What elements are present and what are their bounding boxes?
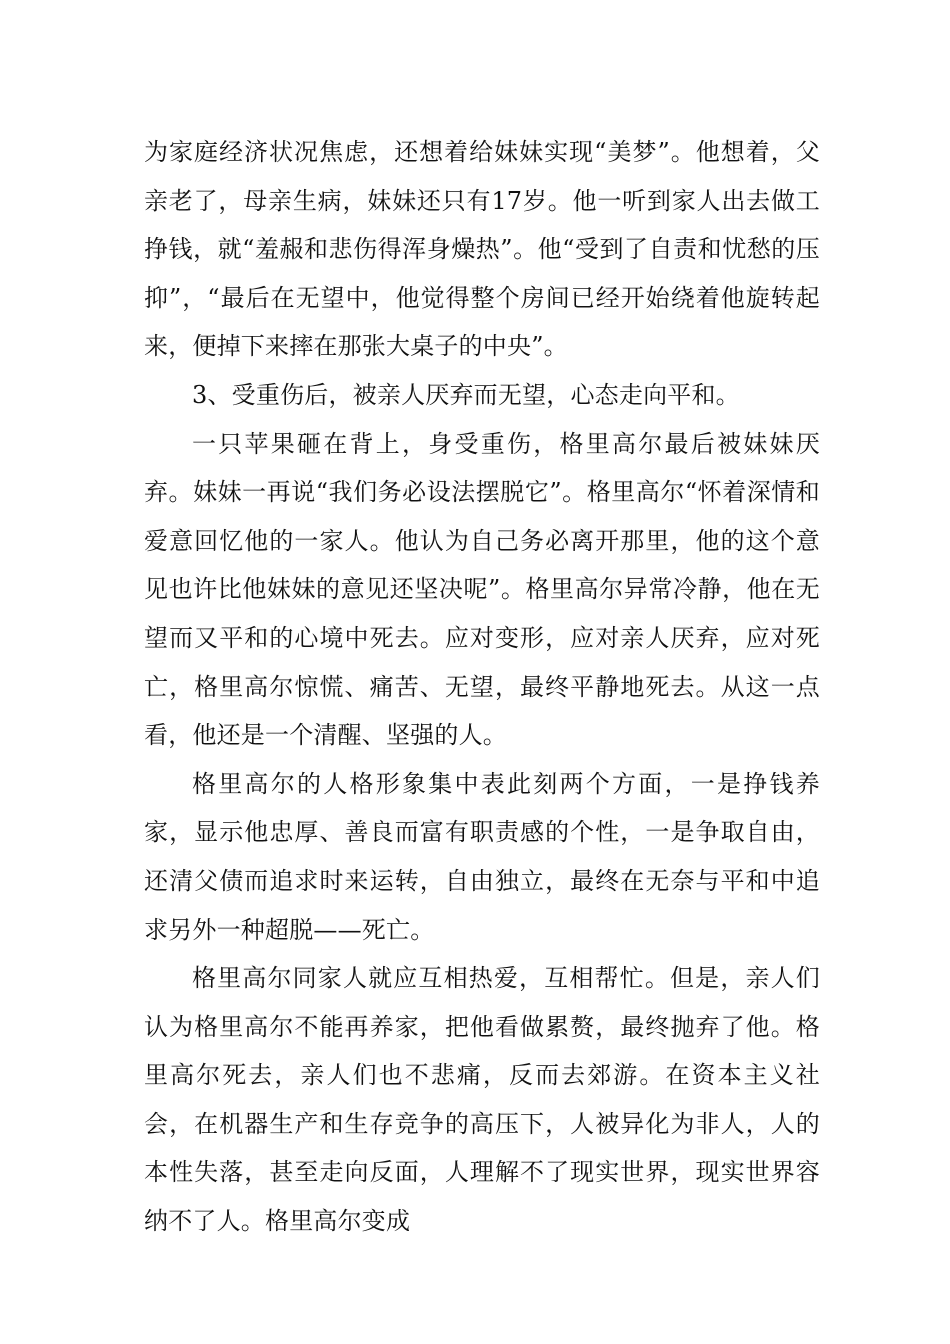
paragraph-5: 格里高尔同家人就应互相热爱，互相帮忙。但是，亲人们认为格里高尔不能再养家，把他看做累赘，最终抛弃了他。格里高尔死去，亲人们也不悲痛，反而去郊游。在资本主义社会，在机器生产和生存竞争的高压下，人被异化为非人，人的本性失落，甚至走向反面，人理解不了现实世界，现实世界容纳不了人。格里高尔变成	[144, 964, 820, 1236]
paragraph-2: 3、受重伤后，被亲人厌弃而无望，心态走向平和。	[192, 380, 740, 409]
document-body	[144, 128, 820, 1246]
paragraph-3: 一只苹果砸在背上，身受重伤，格里高尔最后被妹妹厌弃。妹妹一再说“我们务必设法摆脱它”。格里高尔“怀着深情和爱意回忆他的一家人。他认为自己务必离开那里，他的这个意见也许比他妹妹的意见还坚决呢”。格里高尔异常冷静，他在无望而又平和的心境中死去。应对变形，应对亲人厌弃，应对死亡，格里高尔惊慌、痛苦、无望，最终平静地死去。从这一点看，他还是一个清醒、坚强的人。	[144, 429, 820, 750]
paragraph-1: 为家庭经济状况焦虑，还想着给妹妹实现“美梦”。他想着，父亲老了，母亲生病，妹妹还只有17岁。他一听到家人出去做工挣钱，就“羞赧和悲伤得浑身燥热”。他“受到了自责和忧愁的压抑”，“最后在无望中，他觉得整个房间已经开始绕着他旋转起来，便掉下来摔在那张大桌子的中央”。	[144, 138, 820, 361]
paragraph-4: 格里高尔的人格形象集中表此刻两个方面，一是挣钱养家，显示他忠厚、善良而富有职责感的个性，一是争取自由，还清父债而追求时来运转，自由独立，最终在无奈与平和中追求另外一种超脱——死亡。	[144, 769, 820, 944]
